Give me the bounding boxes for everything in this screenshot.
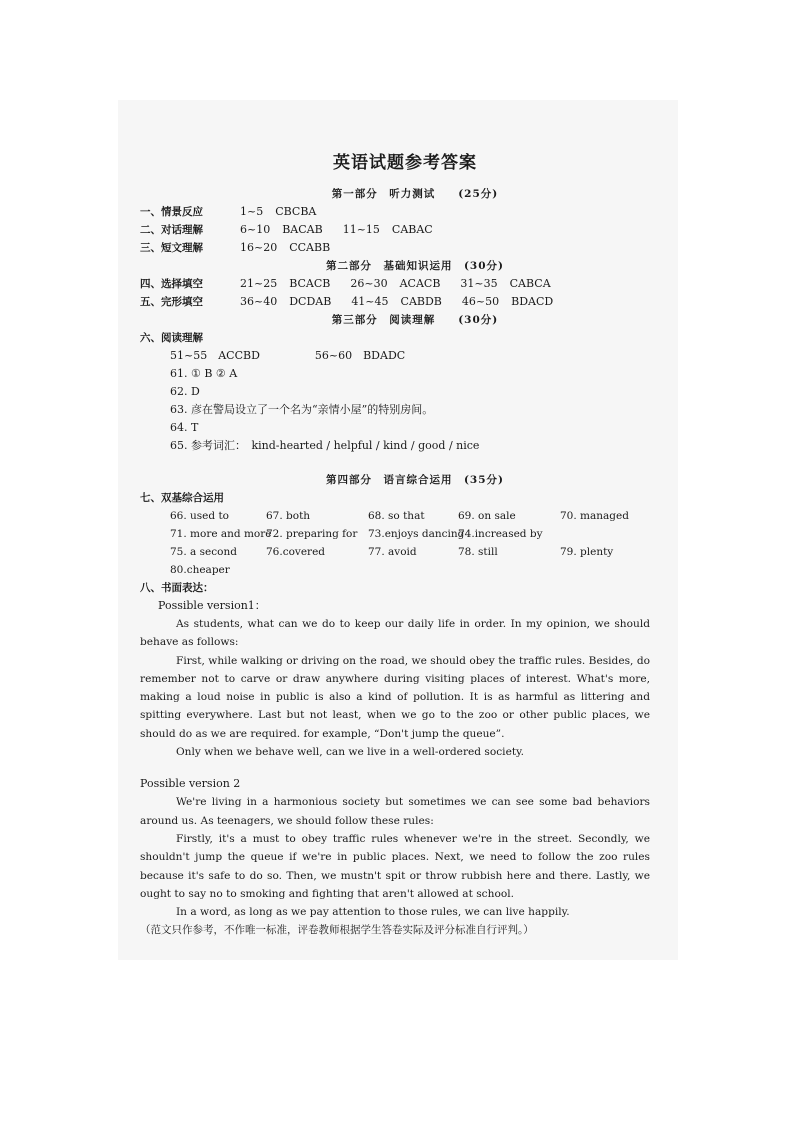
grid-answer-cell: 69. on sale (458, 510, 516, 522)
part3-heading: 第三部分 阅读理解 (30分) (331, 314, 499, 326)
answer-row (140, 221, 650, 239)
essay1-paragraph: First, while walking or driving on the road, we should obey the traffic rules. Besides, do remember not to carve or draw anywhere during visiting places of interest. What's more, making a loud noise in public is also a kind of pollution. It is as harmful as littering and spitting everywhere. Last but not least, when we go to the zoo or other public places, we should do as we are required. for example, “Don't jump the queue”. (140, 654, 650, 740)
part1-heading: 第一部分 听力测试 (25分) (331, 188, 499, 200)
grid-answer-cell: 76.covered (266, 546, 326, 558)
reading-answer-line: 63. 彦在警局设立了一个名为“亲情小屋”的特别房间。 (170, 403, 434, 416)
answer-value: CABDB (400, 295, 442, 308)
grid-answer-cell: 66. used to (170, 510, 230, 522)
part4-heading: 第四部分 语言综合运用 (35分) (325, 474, 505, 486)
reading-answer-line: 62. D (170, 385, 200, 398)
answer-row (140, 275, 650, 293)
essay1-paragraph: As students, what can we do to keep our daily life in order. In my opinion, we should behave as follows: (140, 618, 650, 649)
grading-note: （范文只作参考，不作唯一标准，评卷教师根据学生答卷实际及评分标准自行评判。） (140, 924, 534, 937)
answer-value: 26~30 (350, 277, 388, 290)
grid-answer-cell: 80.cheaper (170, 564, 230, 576)
answer-row (140, 203, 650, 221)
essay2-title: Possible version 2 (140, 777, 241, 791)
answer-value: 36~40 (240, 295, 278, 308)
answer-value: CABAC (391, 223, 433, 236)
section8-label: 八、书面表达： (140, 582, 214, 594)
grid-answer-cell: 79. plenty (560, 546, 614, 558)
section-label: 一、情景反应 (140, 206, 203, 218)
document-title: 英语试题参考答案 (333, 153, 477, 173)
answer-value: 46~50 (461, 295, 500, 308)
answer-value: 16~20 (240, 241, 278, 254)
answer-value: CBCBA (275, 205, 317, 218)
answer-value: CCABB (289, 241, 331, 254)
section7-label: 七、双基综合运用 (140, 492, 224, 504)
answer-value: DCDAB (289, 295, 332, 308)
answer-value: BDACD (511, 295, 554, 308)
answer-value: 11~15 (342, 223, 380, 236)
essay2-paragraph: We're living in a harmonious society but sometimes we can see some bad behaviors around us. As teenagers, we should follow these rules: (140, 796, 650, 827)
reading-answer-line: 61. ① B ② A (170, 367, 238, 380)
answer-value: 1~5 (240, 205, 264, 218)
essay2-paragraph: In a word, as long as we pay attention to those rules, we can live happily. (176, 906, 570, 919)
grid-answer-cell: 68. so that (368, 510, 425, 522)
grid-answer-cell: 67. both (266, 510, 311, 522)
reading-answer-line: 64. T (170, 421, 199, 434)
answer-value: ACACB (399, 277, 441, 290)
answer-row (140, 239, 650, 257)
grid-answer-cell: 75. a second (170, 546, 237, 558)
section-label: 二、对话理解 (140, 224, 203, 236)
essay2-paragraph: Firstly, it's a must to obey traffic rules whenever we're in the street. Secondly, we shouldn't jump the queue if we're in public places. Next, we need to follow the zoo rules because it's safe to do so. Then, we mustn't spit or throw rubbish here and there. Lastly, we ought to say no to smoking and fighting that aren't allowed at school. (140, 832, 650, 900)
comprehensive-answers-grid (140, 507, 650, 579)
answer-value: 41~45 (351, 295, 389, 308)
section-label: 三、短文理解 (140, 242, 203, 254)
grid-answer-cell: 78. still (458, 546, 498, 558)
grid-answer-cell (560, 525, 650, 543)
grid-answer-cell: 74.increased by (458, 528, 543, 540)
reading-answer-line: 65. 参考词汇： kind-hearted / helpful / kind / good / nice (170, 439, 480, 452)
grid-answer-cell: 73.enjoys dancing (368, 528, 465, 540)
section6-label: 六、阅读理解 (140, 332, 203, 344)
grid-answer-cell (458, 561, 560, 579)
answer-value: 31~35 (460, 277, 498, 290)
grid-answer-cell: 77. avoid (368, 546, 417, 558)
essay1-title: Possible version1： (158, 599, 266, 612)
grid-answer-cell (368, 561, 458, 579)
section-label: 四、选择填空 (140, 278, 203, 290)
grid-answer-cell: 72. preparing for (266, 528, 358, 540)
grid-answer-cell (560, 561, 650, 579)
answer-key-document (140, 148, 650, 939)
answer-value: CABCA (509, 277, 551, 290)
grid-answer-cell: 71. more and more (170, 528, 272, 540)
part2-heading: 第二部分 基础知识运用 (30分) (325, 260, 505, 272)
grid-answer-cell (266, 561, 368, 579)
answer-value: 6~10 (240, 223, 271, 236)
reading-answer-line: 51~55 ACCBD 56~60 BDADC (170, 349, 406, 362)
answer-row (140, 293, 650, 311)
answer-value: BCACB (289, 277, 331, 290)
section-label: 五、完形填空 (140, 296, 203, 308)
essay1-paragraph: Only when we behave well, can we live in a well-ordered society. (176, 746, 525, 759)
answer-value: BACAB (282, 223, 323, 236)
answer-value: 21~25 (240, 277, 278, 290)
grid-answer-cell: 70. managed (560, 510, 629, 522)
